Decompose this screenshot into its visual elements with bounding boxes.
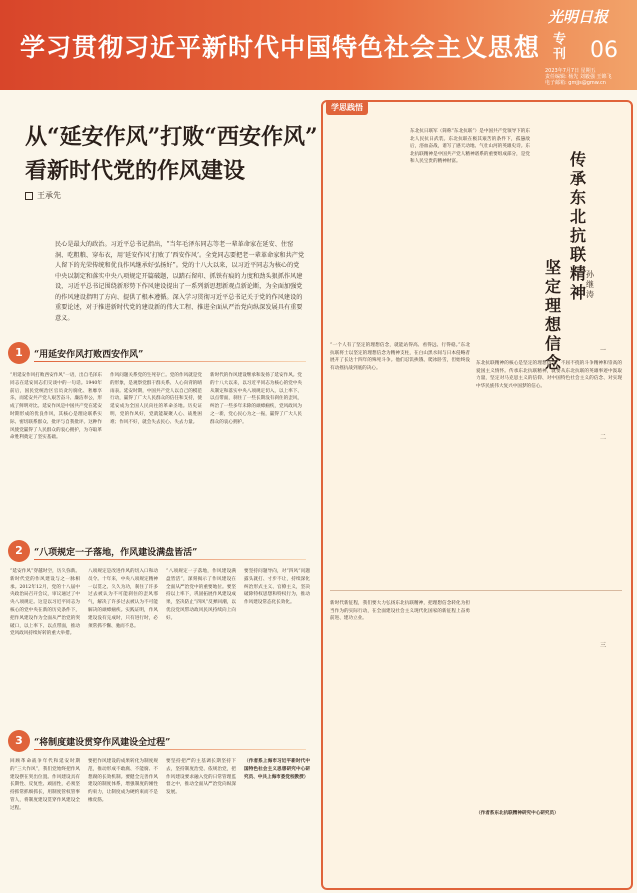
section-rule xyxy=(34,559,306,560)
right-article-title-line1: 传承东北抗联精神 xyxy=(570,150,587,302)
right-block-5: （作者系东北抗联精神研究中心研究员） xyxy=(476,811,559,816)
article-title-line2: 看新时代党的作风建设 xyxy=(25,158,246,184)
section-1-col-1: “用延安作风打败西安作风”一语，出自毛泽东同志在延安同志们交谈中的一句话。1940年前后，国民党统治区官员贪污腐化、奢靡享乐，而延安共产党人艰苦奋斗、廉洁奉公，形成了鲜明对比。延安作风是中国共产党在延安时期形成的优良作风，其核心是理论联系实际、密切联系群众、批评与自我批评。这种作风使党赢得了人民群众的衷心拥护，为夺取革命胜利奠定了坚实基础。 xyxy=(10,373,102,441)
section-1-col-3: 新时代的作风建设继承和发扬了延安作风。党的十八大以来，以习近平同志为核心的党中央从制定和落实中央八项规定切入，以上率下、以点带面，刹住了一些长期没有刹住的歪风，纠治了一些多年未除的顽瘴痼疾，党风政风为之一新，党心民心为之一振，赢得了广大人民群众的衷心拥护。 xyxy=(210,373,302,425)
right-block-1: 东北抗日联军（简称“东北抗联”）是中国共产党领导下的东北人民抗日武装。东北抗联在极其艰苦的条件下，孤悬敌后，浴血奋战，谱写了感天动地、气壮山河的英雄史诗。东北抗联精神是中国共产党人精神谱系的重要组成部分，是党和人民宝贵的精神财富。 xyxy=(410,129,530,165)
right-article-author: 孙继涛 xyxy=(586,270,594,299)
section-number-badge: 3 xyxy=(8,730,30,752)
article-intro: 民心是最大的政治。习近平总书记指出，“当年毛泽东同志等老一辈革命家在延安、住窑洞、吃粗粮、穿布衣，用‘延安作风’打败了‘西安作风’。全党同志要把老一辈革命家和共产党人留下的光荣传统和优良作风继承好弘扬好”。党的十八大以来，以习近平同志为核心的党中央以制定和落实中央八项规定开篇破题，以踏石留印、抓铁有痕的力度和劲头狠抓作风建设，习近平总书记围绕新形势下作风建设提出了一系列新思想新观点新论断，为全面加强党的作风建设指明了方向、提供了根本遵循。深入学习贯彻习近平总书记关于党的作风建设的重要论述，对于推进新时代党的建设新的伟大工程、推进全面从严治党向纵深发展具有重要意义。 xyxy=(55,241,305,322)
panel-divider xyxy=(330,590,622,591)
section-title: “用延安作风打败西安作风” xyxy=(34,350,144,360)
header-title: 学习贯彻习近平新时代中国特色社会主义思想 xyxy=(20,33,541,62)
section-2-col-2: 八项规定是改进作风的切入口和动员令。十年来，中央八项规定精神一以贯之、久久为功，刹住了许多过去被认为不可能刹住的歪风邪气，解决了许多过去被认为不可能解决的顽瘴痼疾。实践证明，作风建设没有完成时，只有进行时，必须常抓不懈、驰而不息。 xyxy=(88,569,158,629)
section-roman-2: 二 xyxy=(600,434,607,441)
meta-date: 2023年7月7日 星期五 xyxy=(545,68,596,74)
column-badge: 学思践悟 xyxy=(326,100,368,115)
right-block-4: 新时代新征程，我们要大力弘扬东北抗联精神，把理想信念转化为担当作为的实际行动，在全面建设社会主义现代化国家的新征程上奋勇前进、建功立业。 xyxy=(330,601,470,622)
section-roman-3: 三 xyxy=(600,642,607,649)
meta-email: 电子邮箱: gmjjs@gmw.cn xyxy=(545,80,606,86)
section-number-badge: 2 xyxy=(8,540,30,562)
right-article-title-line2: 坚定理想信念 xyxy=(545,258,562,372)
section-roman-1: 一 xyxy=(600,347,607,354)
article-title xyxy=(25,120,318,188)
section-number-badge: 1 xyxy=(8,342,30,364)
section-1-col-2: 作风问题关系党的生死存亡。党的作风就是党的形象，是观察党群干群关系、人心向背的晴雨表。延安时期，中国共产党人以自己的模范行动，赢得了广大人民群众的信任和支持，使延安成为全国人民向往的革命圣地。历史证明，党的作风好，党就能凝聚人心、战胜困难；作风不好，就会失去民心、失去力量。 xyxy=(110,373,202,425)
section-3-body xyxy=(10,758,310,886)
page-number: 06 xyxy=(590,38,618,63)
header-special: 专刊 xyxy=(553,32,567,62)
section-rule xyxy=(34,361,306,362)
article-author-name: 王承先 xyxy=(37,191,61,200)
article-title-line1: 从“延安作风”打败“西安作风” xyxy=(25,124,318,150)
meta-editor: 责任编辑: 杨先 刘毅强 王锦飞 xyxy=(545,74,612,80)
section-rule xyxy=(34,749,306,750)
section-2-col-3: “八项规定一子落地，作风建设满盘皆活”，深刻揭示了作风建设在全面从严治党中的重要地位。要坚持以上率下，巩固拓展作风建设成果，坚决防止“四风”反弹回潮，以优良党风带动政风民风持续向上向好。 xyxy=(166,569,236,621)
header-meta xyxy=(545,68,633,86)
right-block-2: “一个人有了坚定的理想信念，就能站得高、看得远、行得稳。”东北抗联将士以坚定的理想信念为精神支柱，在白山黑水间与日本侵略者展开了长达十四年的殊死斗争。他们忍饥挨饿、爬冰卧雪，但始终没有动摇抗战到底的决心。 xyxy=(330,343,470,371)
section-1-body xyxy=(10,372,302,522)
section-title: “将制度建设贯穿作风建设全过程” xyxy=(34,738,171,748)
section-3-col-1: 回顾革命战争年代和延安时期的“三大作风”，我们党始终把作风建设摆在突出位置。作风建设具有长期性、反复性、顽固性，必须坚持抓常抓细抓长，用制度管权管事管人，将制度建设贯穿作风建设全过程。 xyxy=(10,759,80,811)
section-2-col-4: 要坚持问题导向，对“四风”问题露头就打、寸步不让，持续深化纠治形式主义、官僚主义，坚决破除特权思想和特权行为，推动作风建设常态化长效化。 xyxy=(244,569,310,606)
section-2-body xyxy=(10,568,310,718)
newspaper-logo: 光明日报 xyxy=(548,8,609,26)
section-title: “八项规定一子落地，作风建设满盘皆活” xyxy=(34,548,198,558)
section-3-col-4: （作者系上海市习近平新时代中国特色社会主义思想研究中心研究员、中共上海市委党校教授） xyxy=(244,759,310,780)
section-3-col-3: 要坚持把严的主基调长期坚持下去，坚持制度治党、依规治党，把作风建设要求融入党的日常管理监督之中，推动全面从严治党向纵深发展。 xyxy=(166,759,236,796)
author-square-icon xyxy=(25,192,33,200)
article-author xyxy=(25,190,61,201)
right-block-3: 东北抗联精神的核心是坚定的理想信念、不屈不挠的斗争精神和崇高的爱国主义情怀。传承东北抗联精神，就要从东北抗联的英雄事迹中汲取力量，坚定对马克思主义的信仰、对中国特色社会主义的信念、对实现中华民族伟大复兴中国梦的信心。 xyxy=(476,361,622,389)
section-3-col-2: 要把作风建设的成果转化为制度规范，推动形成不敢腐、不能腐、不想腐的长效机制。要健全完善作风建设的制度体系，增强制度的刚性约束力，让制度成为硬约束而不是橡皮筋。 xyxy=(88,759,158,803)
section-2-col-1: “延安作风”穿越时空，历久弥新。新时代党的作风建设与之一脉相承。2012年12月，党的十八届中央政治局召开会议，审议通过了中央八项规定。这是以习近平同志为核心的党中央在新的历史条件下，把作风建设作为全面从严治党的突破口，以上率下、以点带面，推动党风政风持续好转的重大举措。 xyxy=(10,569,80,637)
